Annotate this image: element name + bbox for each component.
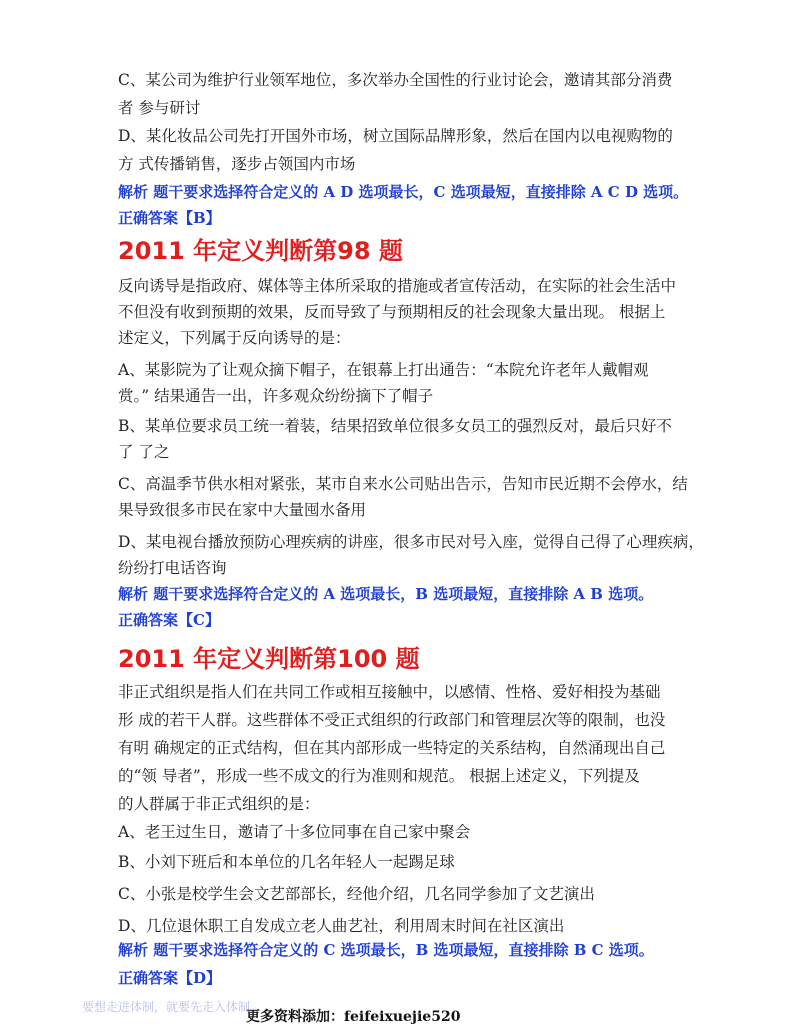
q98-option-c-line1: C、高温季节供水相对紧张，某市自来水公司贴出告示，告知市民近期不会停水，结 (118, 475, 688, 493)
q98-stem-line3: 述定义，下列属于反向诱导的是： (118, 329, 351, 347)
footer-watermark: 要想走进体制，就要先走入体制 (82, 1000, 251, 1014)
footer-contact: 更多资料添加：feifeixuejie520 (246, 1009, 461, 1025)
q97-option-c-line1: C、某公司为维护行业领军地位，多次举办全国性的行业讨论会，邀请其部分消费 (118, 71, 673, 89)
q98-option-d-line1: D、某电视台播放预防心理疾病的讲座，很多市民对号入座，觉得自己得了心理疾病， (118, 533, 704, 551)
q98-stem-line2: 不但没有收到预期的效果，反而导致了与预期相反的社会现象大量出现。 根据上 (118, 303, 666, 321)
q98-title: 2011 年定义判断第98 题 (118, 237, 403, 265)
q98-option-b-line1: B、某单位要求员工统一着装，结果招致单位很多女员工的强烈反对，最后只好不 (118, 417, 672, 435)
q98-option-d-line2: 纷纷打电话咨询 (118, 559, 227, 577)
q97-answer: 正确答案【B】 (118, 209, 221, 227)
q100-answer: 正确答案【D】 (118, 969, 222, 987)
q98-option-b-line2: 了 了之 (118, 443, 170, 461)
q100-option-b: B、小刘下班后和本单位的几名年轻人一起踢足球 (118, 853, 455, 871)
q98-analysis: 解析 题干要求选择符合定义的 A 选项最长，B 选项最短，直接排除 A B 选项。 (118, 585, 654, 603)
q100-option-c: C、小张是校学生会文艺部部长，经他介绍，几名同学参加了文艺演出 (118, 885, 595, 903)
q98-option-a-line2: 赏。” 结果通告一出，许多观众纷纷摘下了帽子 (118, 387, 434, 405)
q100-stem-line2: 形 成的若干人群。这些群体不受正式组织的行政部门和管理层次等的限制，也没 (118, 711, 666, 729)
q98-stem-line1: 反向诱导是指政府、媒体等主体所采取的措施或者宣传活动，在实际的社会生活中 (118, 277, 677, 295)
q97-option-c-line2: 者 参与研讨 (118, 99, 201, 117)
q100-stem-line1: 非正式组织是指人们在共同工作或相互接触中，以感情、性格、爱好相投为基础 (118, 683, 661, 701)
q100-title: 2011 年定义判断第100 题 (118, 645, 420, 673)
q100-stem-line5: 的人群属于非正式组织的是： (118, 795, 320, 813)
q98-option-c-line2: 果导致很多市民在家中大量囤水备用 (118, 501, 367, 519)
q97-analysis: 解析 题干要求选择符合定义的 A D 选项最长，C 选项最短，直接排除 A C D 选项。 (118, 183, 689, 201)
q97-option-d-line2: 方 式传播销售，逐步占领国内市场 (118, 155, 356, 173)
q100-option-a: A、老王过生日，邀请了十多位同事在自己家中聚会 (118, 823, 471, 841)
q100-stem-line3: 有明 确规定的正式结构，但在其内部形成一些特定的关系结构，自然涌现出自己 (118, 739, 666, 757)
q97-option-d-line1: D、某化妆品公司先打开国外市场，树立国际品牌形象，然后在国内以电视购物的 (118, 127, 673, 145)
q100-stem-line4: 的“领 导者”，形成一些不成文的行为准则和规范。 根据上述定义，下列提及 (118, 767, 640, 785)
q100-option-d: D、几位退休职工自发成立老人曲艺社，利用周末时间在社区演出 (118, 917, 565, 935)
q98-answer: 正确答案【C】 (118, 611, 220, 629)
q98-option-a-line1: A、某影院为了让观众摘下帽子，在银幕上打出通告：“本院允许老年人戴帽观 (118, 361, 649, 379)
q100-analysis: 解析 题干要求选择符合定义的 C 选项最长，B 选项最短，直接排除 B C 选项。 (118, 941, 654, 959)
